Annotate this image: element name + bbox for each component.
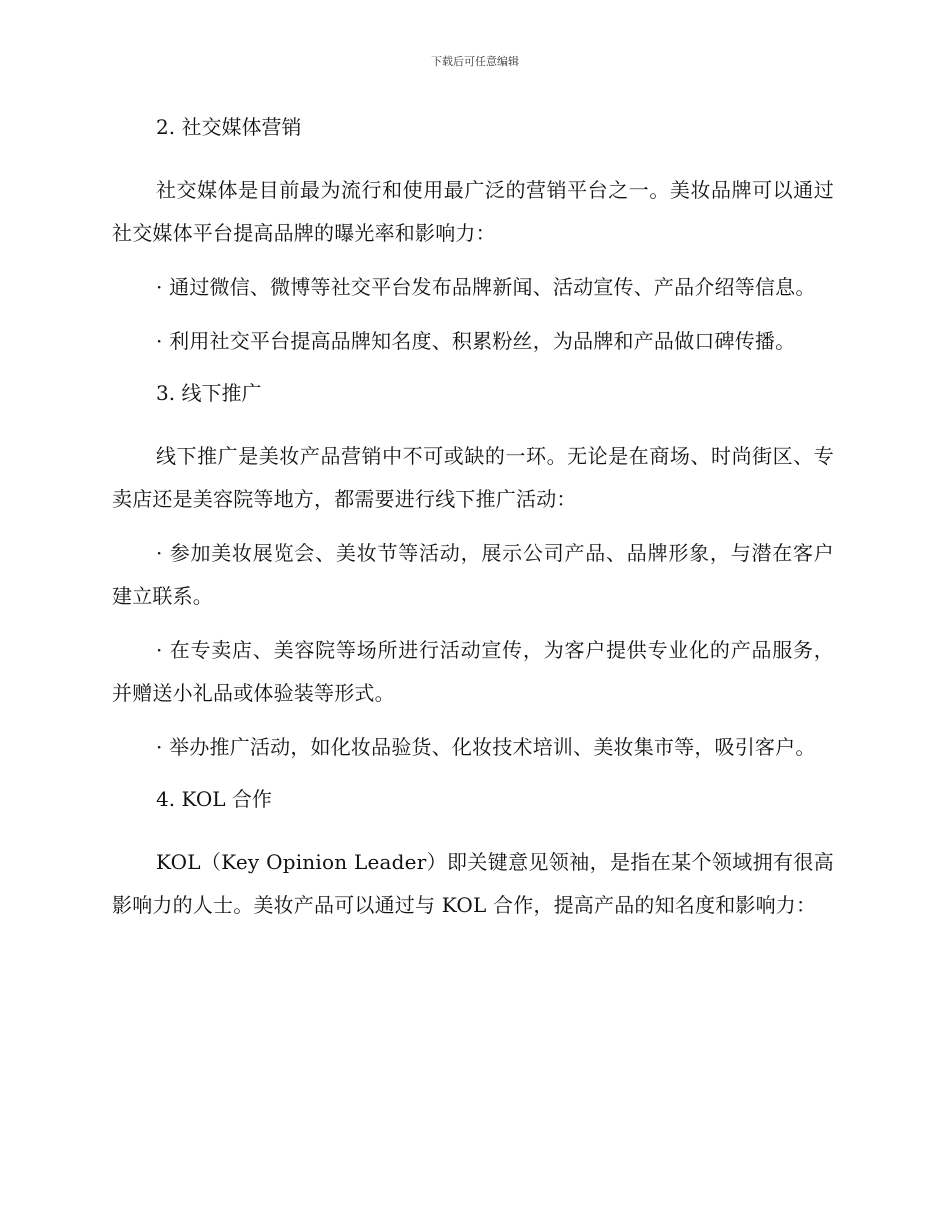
bullet-item: · 通过微信、微博等社交平台发布品牌新闻、活动宣传、产品介绍等信息。: [156, 275, 816, 299]
section-offline-promotion: [112, 374, 834, 769]
section-social-media-marketing: [112, 108, 834, 363]
section-kol-cooperation: [112, 780, 834, 927]
section-heading: 4. KOL 合作: [156, 787, 272, 811]
page-header: 下载后可任意编辑: [431, 55, 519, 68]
section-paragraph: KOL（Key Opinion Leader）即关键意见领袖，是指在某个领域拥有很高影响力的人士。美妆产品可以通过与 KOL 合作，提高产品的知名度和影响力：: [112, 850, 834, 917]
section-heading: 3. 线下推广: [156, 381, 262, 405]
bullet-item: · 在专卖店、美容院等场所进行活动宣传，为客户提供专业化的产品服务，并赠送小礼品或体验装等形式。: [112, 638, 834, 705]
section-heading: 2. 社交媒体营销: [156, 115, 302, 139]
bullet-item: · 参加美妆展览会、美妆节等活动，展示公司产品、品牌形象，与潜在客户建立联系。: [112, 541, 834, 608]
bullet-item: · 举办推广活动，如化妆品验货、化妆技术培训、美妆集市等，吸引客户。: [156, 735, 816, 759]
section-paragraph: 社交媒体是目前最为流行和使用最广泛的营销平台之一。美妆品牌可以通过社交媒体平台提高品牌的曝光率和影响力：: [112, 178, 834, 245]
section-paragraph: 线下推广是美妆产品营销中不可或缺的一环。无论是在商场、时尚街区、专卖店还是美容院等地方，都需要进行线下推广活动：: [112, 444, 834, 511]
document-content: [112, 108, 834, 938]
bullet-item: · 利用社交平台提高品牌知名度、积累粉丝，为品牌和产品做口碑传播。: [156, 329, 796, 353]
